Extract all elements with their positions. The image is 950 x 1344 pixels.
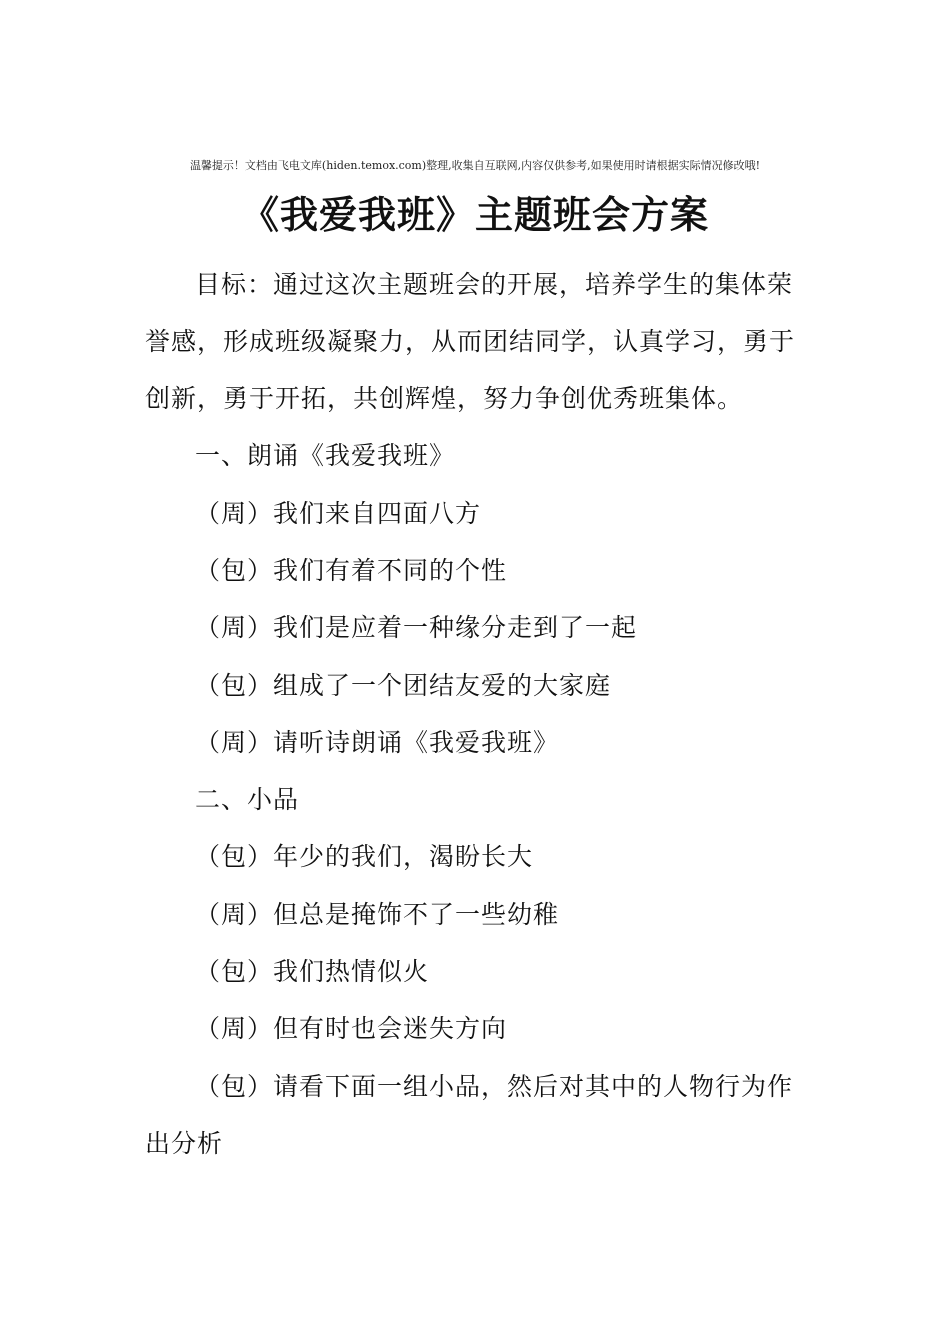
- closing-paragraph: （包）请看下面一组小品，然后对其中的人物行为作出分析: [145, 1072, 794, 1158]
- document-title: 《我爱我班》主题班会方案: [240, 193, 709, 237]
- script-line: （周）我们来自四面八方: [195, 499, 482, 528]
- script-line: （周）请听诗朗诵《我爱我班》: [195, 728, 560, 757]
- goal-paragraph: 目标：通过这次主题班会的开展，培养学生的集体荣誉感，形成班级凝聚力，从而团结同学，认真学习，勇于创新，勇于开拓，共创辉煌，努力争创优秀班集体。: [145, 270, 796, 413]
- script-line: （包）年少的我们，渴盼长大: [195, 842, 534, 871]
- section-heading-recitation: 一、朗诵《我爱我班》: [195, 441, 456, 470]
- section-heading-sketch: 二、小品: [195, 785, 300, 814]
- script-line: （包）我们热情似火: [195, 957, 430, 986]
- script-line: （周）我们是应着一种缘分走到了一起: [195, 613, 638, 642]
- script-line: （包）我们有着不同的个性: [195, 556, 508, 585]
- header-notice: 温馨提示！文档由飞电文库(hiden.temox.com)整理,收集自互联网,内容仅供参考,如果使用时请根据实际情况修改哦!: [189, 159, 761, 172]
- script-line: （周）但有时也会迷失方向: [195, 1014, 508, 1043]
- script-line: （周）但总是掩饰不了一些幼稚: [195, 900, 560, 929]
- script-line: （包）组成了一个团结友爱的大家庭: [195, 671, 612, 700]
